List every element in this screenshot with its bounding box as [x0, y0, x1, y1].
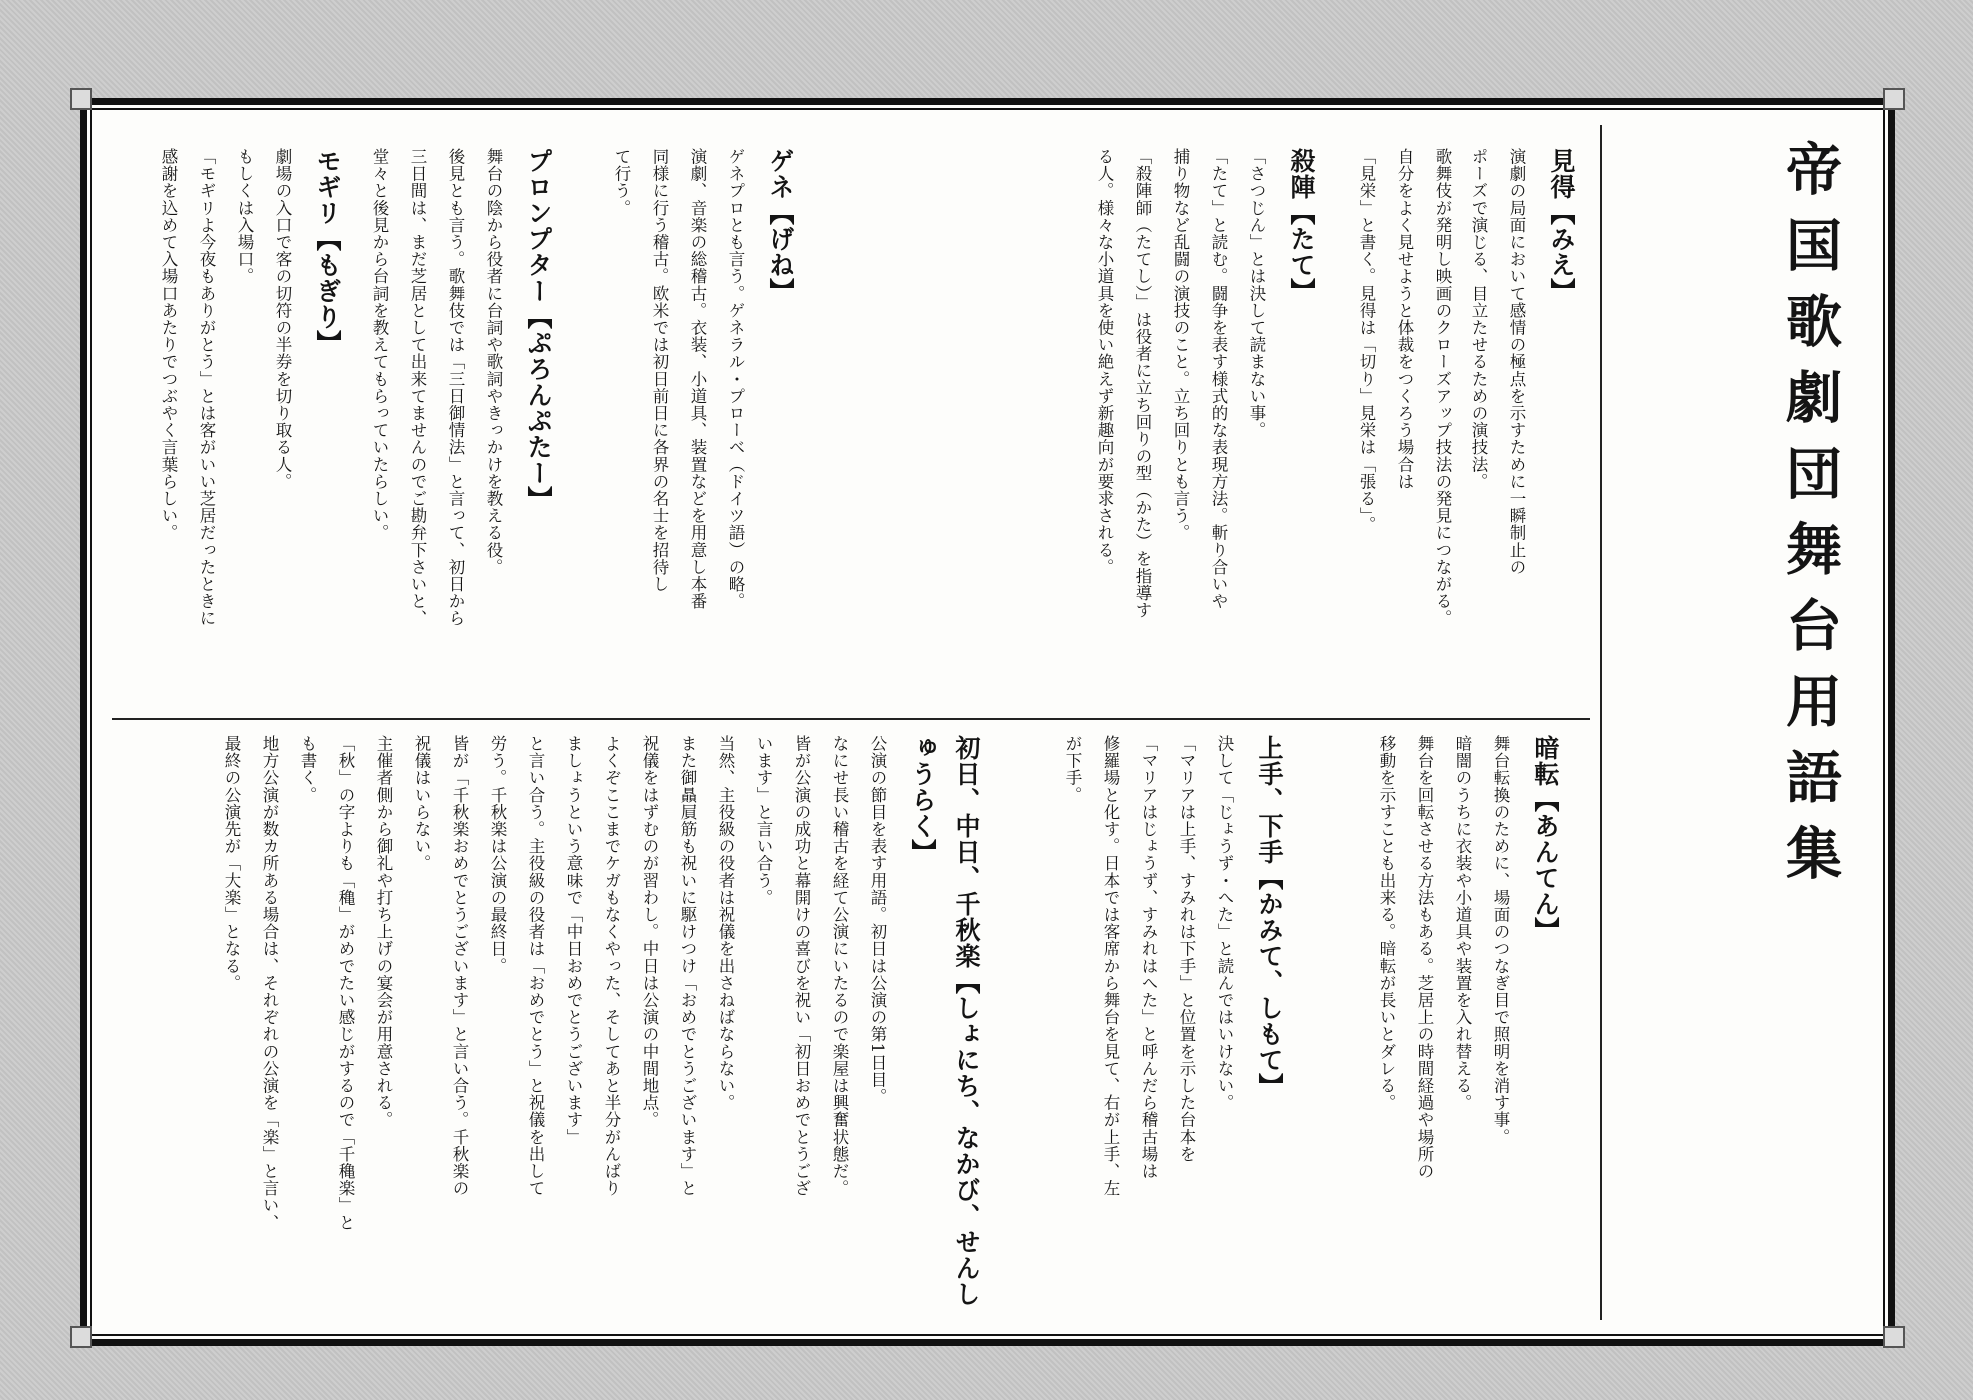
- entry-line: 労う。千秋楽は公演の最終日。: [488, 735, 507, 975]
- entry-line: が下手。: [1063, 735, 1082, 804]
- entry-line: なにせ長い稽古を経て公演にいたるので楽屋は興奮状態だ。: [830, 735, 849, 1197]
- entry-line: ましょうという意味で「中日おめでとうございます」: [564, 735, 583, 1146]
- entry-line: 「モギリよ今夜もありがとう」とは客がいい芝居だったときに: [197, 148, 216, 627]
- glossary-entry: [1055, 735, 1291, 1320]
- entry-line: もしくは入場口。: [235, 148, 254, 285]
- entry-line: 最終の公演先が「大楽」となる。: [222, 735, 241, 992]
- entry-column-mie: [1463, 148, 1583, 708]
- entry-term: 殺陣【たて】: [1287, 148, 1316, 304]
- glossary-entry: [1369, 735, 1567, 1320]
- entry-line: 「さつじん」とは決して読まない事。: [1247, 148, 1266, 439]
- entry-term: プロンプター【ぷろんぷたー】: [524, 148, 553, 512]
- entry-column-kamite-shimote: [996, 735, 1291, 1320]
- corner-ornament-top-left: [70, 88, 92, 110]
- entry-line: 主催者側から御礼や打ち上げの宴会が用意される。: [374, 735, 393, 1129]
- entry-line: 「マリアは上手、すみれは下手」と位置を示した台本を: [1177, 735, 1196, 1163]
- entry-line: も書く。: [298, 735, 317, 804]
- entry-line: と言い合う。主役級の役者は「おめでとう」と祝儀を出して: [526, 735, 545, 1197]
- glossary-entry: [1087, 148, 1323, 708]
- entry-line: 祝儀はいらない。: [412, 735, 431, 872]
- entry-line: 舞台転換のために、場面のつなぎ目で照明を消す事。: [1491, 735, 1510, 1146]
- glossary-entry: [214, 735, 988, 1320]
- entry-line: 暗闇のうちに衣装や小道具や装置を入れ替える。: [1453, 735, 1472, 1112]
- entry-term: ゲネ【げね】: [766, 148, 795, 304]
- entry-line: 捕り物など乱闘の演技のこと。立ち回りとも言う。: [1171, 148, 1190, 542]
- entry-line: ゲネプロとも言う。ゲネラル・プローベ（ドイツ語）の略。: [726, 148, 745, 610]
- entry-line: 当然、主役級の役者は祝儀を出さねばならない。: [716, 735, 735, 1112]
- entry-line: 堂々と後見から台詞を教えてもらっていたらしい。: [370, 148, 389, 542]
- glossary-entry: [604, 148, 802, 708]
- entry-column-mie-cont-and-tate: [1019, 148, 1459, 708]
- entry-line: 「マリアはじょうず、すみれはへた」と呼んだら稽古場は: [1139, 735, 1158, 1180]
- entry-line: 移動を示すことも出来る。暗転が長いとダレる。: [1377, 735, 1396, 1112]
- entry-column-prompter: [355, 148, 560, 708]
- glossary-entry: [151, 148, 349, 708]
- entry-line: よくぞここまでケガもなくやった、そしてあと半分がんばり: [602, 735, 621, 1197]
- page-title: 帝国歌劇団舞台用語集: [1777, 140, 1843, 900]
- entry-line: 演劇、音楽の総稽古。衣装、小道具、装置などを用意し本番: [688, 148, 707, 610]
- entry-line: 舞台を回転させる方法もある。芝居上の時間経過や場所の: [1415, 735, 1434, 1180]
- entry-line: 「殺陣師（たてし）」は役者に立ち回りの型（かた）を指導す: [1133, 148, 1152, 619]
- entry-line: 修羅場と化す。日本では客席から舞台を見て、右が上手、左: [1101, 735, 1120, 1197]
- glossary-entry: [362, 148, 560, 708]
- glossary-entry: [1461, 148, 1583, 708]
- corner-ornament-top-right: [1883, 88, 1905, 110]
- entry-line: 皆が公演の成功と幕開けの喜びを祝い「初日おめでとうござ: [792, 735, 811, 1197]
- corner-ornament-bottom-left: [70, 1326, 92, 1348]
- entry-line: 演劇の局面において感情の極点を示すために一瞬制止の: [1507, 148, 1526, 576]
- entry-term: 見得【みえ】: [1547, 148, 1576, 304]
- entry-column-anten: [1297, 735, 1567, 1320]
- entry-line: ポーズで演じる、目立たせるための演技法。: [1469, 148, 1488, 490]
- entry-line: 祝儀をはずむのが習わし。中日は公演の中間地点。: [640, 735, 659, 1129]
- entry-line: 感謝を込めて入場口あたりでつぶやく言葉らしい。: [159, 148, 178, 542]
- entry-line: 後見とも言う。歌舞伎では「三日御情法」と言って、初日から: [446, 148, 465, 627]
- entry-line: 舞台の陰から役者に台詞や歌詞やきっかけを教える役。: [484, 148, 503, 576]
- entry-line: 公演の節目を表す用語。初日は公演の第1日目。: [868, 735, 887, 1106]
- glossary-entry-continuation: [1349, 148, 1459, 708]
- entry-line: 「見栄」と書く。見得は「切り」見栄は「張る」。: [1357, 148, 1376, 534]
- title-divider-line: [1600, 125, 1602, 1320]
- entry-line: 皆が「千秋楽おめでとうございます」と言い合う。千秋楽の: [450, 735, 469, 1197]
- entry-line: 歌舞伎が発明し映画のクローズアップ技法の発見につながる。: [1433, 148, 1452, 627]
- entry-column-mogiri: [135, 148, 349, 708]
- section-divider-line: [112, 718, 1590, 720]
- entry-line: 自分をよく見せようと体裁をつくろう場合は: [1395, 148, 1414, 490]
- corner-ornament-bottom-right: [1883, 1326, 1905, 1348]
- entry-line: 地方公演が数カ所ある場合は、それぞれの公演を「楽」と言い、: [260, 735, 279, 1231]
- entry-line: います」と言い合う。: [754, 735, 773, 906]
- entry-line: 三日間は、まだ芝居として出来てませんのでご勘弁下さいと、: [408, 148, 427, 627]
- entry-term: モギリ【もぎり】: [313, 148, 342, 356]
- entry-term: 初日、中日、千秋楽【しょにち、なかび、せんしゅうらく】: [908, 735, 981, 1307]
- entry-line: 決して「じょうず・へた」と読んではいけない。: [1215, 735, 1234, 1112]
- entry-term: 上手、下手【かみて、しもて】: [1255, 735, 1284, 1099]
- entry-line: る人。様々な小道具を使い絶えず新趣向が要求される。: [1095, 148, 1114, 576]
- entry-line: 「秋」の字よりも「穐」がめでたい感じがするので「千穐楽」と: [336, 735, 355, 1231]
- entry-line: また御贔屓筋も祝いに駆けつけ「おめでとうございます」と: [678, 735, 697, 1197]
- entry-column-gene: [567, 148, 802, 708]
- entry-line: 同様に行う稽古。欧米では初日前日に各界の名士を招待し: [650, 148, 669, 593]
- entry-line: 「たて」と読む。闘争を表す様式的な表現方法。斬り合いや: [1209, 148, 1228, 610]
- entry-term: 暗転【あんてん】: [1531, 735, 1560, 943]
- entry-line: 劇場の入口で客の切符の半券を切り取る人。: [273, 148, 292, 490]
- entry-line: て行う。: [612, 148, 631, 217]
- entry-column-shonichi: [140, 735, 988, 1320]
